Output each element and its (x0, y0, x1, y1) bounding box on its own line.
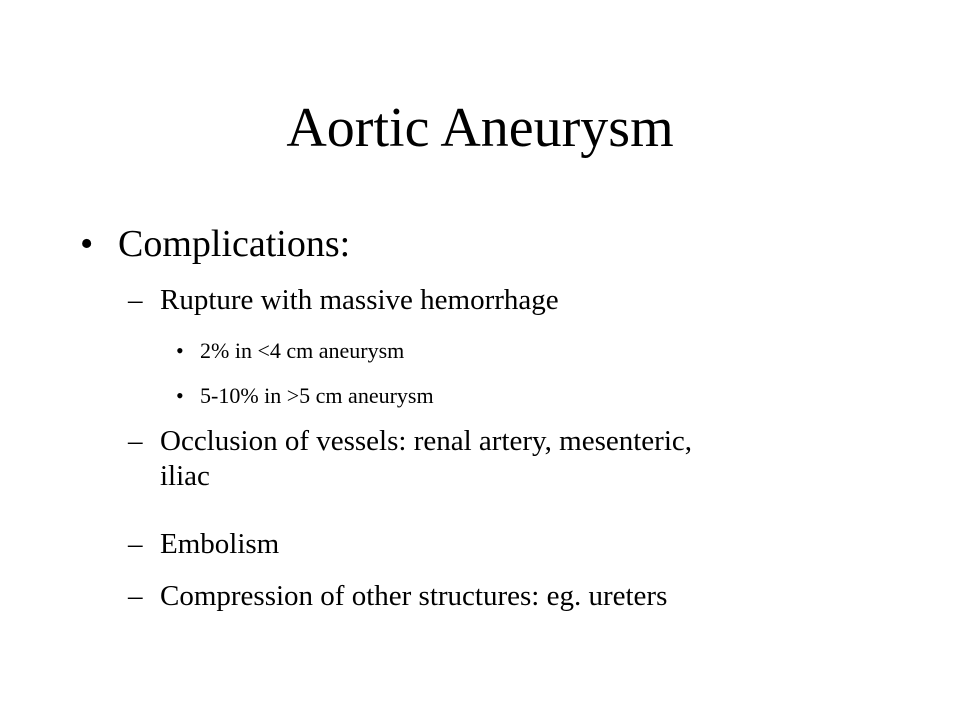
subbullet-text-embolism: Embolism (160, 528, 280, 560)
dash-marker: – (128, 425, 143, 457)
dash-marker: – (128, 580, 143, 612)
subbullet-text-compression: Compression of other structures: eg. ureters (160, 580, 668, 612)
subsubbullet-text-large: 5-10% in >5 cm aneurysm (200, 383, 434, 408)
subbullet-text-rupture: Rupture with massive hemorrhage (160, 284, 559, 316)
dash-marker: – (128, 284, 143, 316)
bullet-marker: • (80, 223, 94, 265)
dash-marker: – (128, 528, 143, 560)
subbullet-occlusion-continuation: iliac (160, 460, 210, 492)
subbullet-text-occlusion: Occlusion of vessels: renal artery, mesenteric, (160, 425, 692, 457)
bullet-text-complications: Complications: (118, 223, 351, 265)
bullet-marker: • (176, 338, 184, 363)
bullet-marker: • (176, 383, 184, 408)
slide-title: Aortic Aneurysm (286, 97, 674, 159)
subsubbullet-text-small: 2% in <4 cm aneurysm (200, 338, 405, 363)
